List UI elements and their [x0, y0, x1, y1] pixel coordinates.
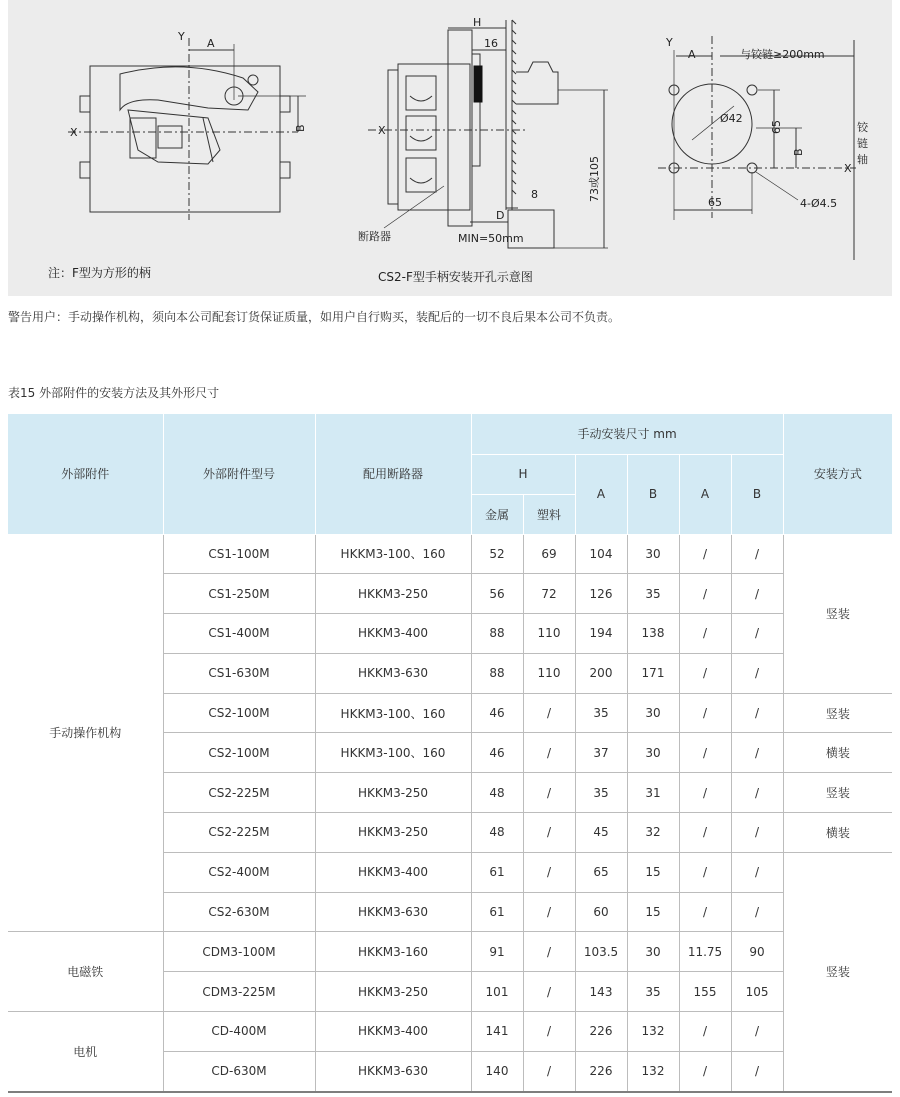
- right-label-65h: 65: [708, 196, 722, 209]
- cell-h-plastic: /: [523, 813, 575, 853]
- cell-b1: 32: [627, 813, 679, 853]
- right-label-axis: 铰链轴: [857, 121, 868, 166]
- right-label-a: A: [688, 48, 696, 61]
- cell-a2: /: [679, 892, 731, 932]
- cell-b2: 90: [731, 932, 783, 972]
- mid-label-min: MIN=50mm: [458, 232, 524, 245]
- right-label-y: Y: [666, 36, 673, 49]
- cell-a2: /: [679, 653, 731, 693]
- mid-label-8: 8: [531, 188, 538, 201]
- cell-a1: 37: [575, 733, 627, 773]
- cell-a1: 226: [575, 1051, 627, 1091]
- left-label-b: B: [294, 124, 307, 132]
- cell-h-plastic: 72: [523, 574, 575, 614]
- header-b1: B: [627, 454, 679, 534]
- cell-breaker: HKKM3-100、160: [315, 693, 471, 733]
- group-motor: 电机: [8, 1012, 163, 1092]
- middle-drawing: [368, 20, 608, 248]
- cell-a1: 126: [575, 574, 627, 614]
- left-label-y: Y: [178, 30, 185, 43]
- installation-diagram: [8, 0, 892, 296]
- right-drawing: [658, 36, 856, 260]
- header-b2: B: [731, 454, 783, 534]
- cell-h-plastic: 110: [523, 614, 575, 654]
- installation-figure: [8, 0, 892, 296]
- cell-model: CS1-630M: [163, 653, 315, 693]
- cell-h-metal: 48: [471, 813, 523, 853]
- cell-b2: /: [731, 574, 783, 614]
- cell-breaker: HKKM3-250: [315, 574, 471, 614]
- header-accessory: 外部附件: [8, 414, 163, 534]
- cell-mount: 竖装: [783, 852, 892, 1091]
- cell-h-metal: 52: [471, 534, 523, 574]
- cell-breaker: HKKM3-630: [315, 1051, 471, 1091]
- cell-h-plastic: /: [523, 773, 575, 813]
- right-label-b: B: [792, 148, 805, 156]
- mid-label-h: H: [473, 16, 482, 29]
- cell-a1: 103.5: [575, 932, 627, 972]
- cell-a2: /: [679, 693, 731, 733]
- cell-h-plastic: /: [523, 733, 575, 773]
- cell-mount: 竖装: [783, 693, 892, 733]
- cell-b2: /: [731, 733, 783, 773]
- cell-h-metal: 56: [471, 574, 523, 614]
- cell-breaker: HKKM3-100、160: [315, 534, 471, 574]
- table-caption: 表15 外部附件的安装方法及其外形尺寸: [8, 386, 220, 400]
- cell-model: CDM3-225M: [163, 972, 315, 1012]
- cell-a2: /: [679, 574, 731, 614]
- cell-breaker: HKKM3-400: [315, 614, 471, 654]
- cell-b1: 30: [627, 733, 679, 773]
- cell-b1: 30: [627, 693, 679, 733]
- cell-a1: 104: [575, 534, 627, 574]
- cell-h-plastic: 110: [523, 653, 575, 693]
- cell-mount: 竖装: [783, 534, 892, 693]
- cell-b1: 171: [627, 653, 679, 693]
- warning-text: 警告用户：手动操作机构，须向本公司配套订货保证质量，如用户自行购买，装配后的一切不良后果本公司不负责。: [8, 310, 621, 324]
- cell-b2: /: [731, 693, 783, 733]
- left-label-a: A: [207, 37, 215, 50]
- cell-b2: /: [731, 773, 783, 813]
- right-label-dia42: Ø42: [720, 112, 743, 125]
- cell-b2: /: [731, 892, 783, 932]
- header-a2: A: [679, 454, 731, 534]
- cell-a1: 65: [575, 852, 627, 892]
- mid-label-16: 16: [484, 37, 498, 50]
- header-dims: 手动安装尺寸 mm: [471, 414, 783, 454]
- cell-a1: 200: [575, 653, 627, 693]
- cell-model: CDM3-100M: [163, 932, 315, 972]
- cell-b1: 31: [627, 773, 679, 813]
- mid-label-73: 73或105: [588, 156, 601, 202]
- cell-a1: 35: [575, 693, 627, 733]
- cell-model: CS1-250M: [163, 574, 315, 614]
- cell-b2: /: [731, 614, 783, 654]
- cell-model: CD-630M: [163, 1051, 315, 1091]
- cell-breaker: HKKM3-100、160: [315, 733, 471, 773]
- header-model: 外部附件型号: [163, 414, 315, 534]
- right-label-hinge: 与铰链≥200mm: [740, 48, 825, 61]
- cell-b2: /: [731, 813, 783, 853]
- cell-b1: 35: [627, 574, 679, 614]
- cell-h-metal: 88: [471, 614, 523, 654]
- header-mount: 安装方式: [783, 414, 892, 534]
- cell-b1: 30: [627, 534, 679, 574]
- cell-breaker: HKKM3-250: [315, 813, 471, 853]
- cell-h-plastic: /: [523, 1012, 575, 1052]
- cell-a1: 35: [575, 773, 627, 813]
- cell-mount: 竖装: [783, 773, 892, 813]
- mid-label-breaker: 断路器: [358, 230, 391, 243]
- cell-b1: 15: [627, 852, 679, 892]
- cell-h-metal: 101: [471, 972, 523, 1012]
- cell-b1: 35: [627, 972, 679, 1012]
- cell-h-metal: 141: [471, 1012, 523, 1052]
- cell-h-metal: 46: [471, 693, 523, 733]
- cell-h-plastic: /: [523, 932, 575, 972]
- cell-a2: /: [679, 614, 731, 654]
- table-row: [8, 534, 892, 574]
- cell-model: CS2-630M: [163, 892, 315, 932]
- cell-a1: 60: [575, 892, 627, 932]
- cell-breaker: HKKM3-250: [315, 972, 471, 1012]
- group-magnet: 电磁铁: [8, 932, 163, 1012]
- cell-a2: /: [679, 813, 731, 853]
- header-plastic: 塑料: [523, 494, 575, 534]
- right-label-holes: 4-Ø4.5: [800, 197, 838, 210]
- right-label-x: X: [844, 162, 852, 175]
- cell-model: CS1-100M: [163, 534, 315, 574]
- figure-caption: CS2-F型手柄安装开孔示意图: [378, 270, 533, 284]
- header-a1: A: [575, 454, 627, 534]
- cell-a2: 155: [679, 972, 731, 1012]
- header-h: H: [471, 454, 575, 494]
- cell-model: CD-400M: [163, 1012, 315, 1052]
- cell-a1: 45: [575, 813, 627, 853]
- cell-model: CS2-225M: [163, 813, 315, 853]
- cell-breaker: HKKM3-250: [315, 773, 471, 813]
- cell-a2: /: [679, 773, 731, 813]
- cell-h-metal: 48: [471, 773, 523, 813]
- cell-b1: 138: [627, 614, 679, 654]
- right-label-65v: 65: [770, 120, 783, 134]
- cell-breaker: HKKM3-400: [315, 852, 471, 892]
- cell-model: CS2-225M: [163, 773, 315, 813]
- cell-breaker: HKKM3-630: [315, 653, 471, 693]
- cell-b2: /: [731, 653, 783, 693]
- cell-a1: 226: [575, 1012, 627, 1052]
- cell-breaker: HKKM3-630: [315, 892, 471, 932]
- cell-mount: 横装: [783, 813, 892, 853]
- cell-b1: 15: [627, 892, 679, 932]
- cell-model: CS2-100M: [163, 693, 315, 733]
- cell-mount: 横装: [783, 733, 892, 773]
- cell-a1: 194: [575, 614, 627, 654]
- table-row: [8, 932, 892, 972]
- header-metal: 金属: [471, 494, 523, 534]
- cell-a2: /: [679, 733, 731, 773]
- figure-note: 注：F型为方形的柄: [48, 266, 151, 280]
- cell-h-metal: 46: [471, 733, 523, 773]
- cell-b2: /: [731, 1012, 783, 1052]
- cell-h-plastic: /: [523, 1051, 575, 1091]
- cell-h-metal: 91: [471, 932, 523, 972]
- left-drawing: [68, 38, 306, 220]
- cell-model: CS1-400M: [163, 614, 315, 654]
- header-breaker: 配用断路器: [315, 414, 471, 534]
- cell-a2: /: [679, 534, 731, 574]
- cell-h-metal: 61: [471, 892, 523, 932]
- cell-breaker: HKKM3-400: [315, 1012, 471, 1052]
- cell-b1: 30: [627, 932, 679, 972]
- cell-a2: /: [679, 1051, 731, 1091]
- table-row: [8, 1012, 892, 1052]
- cell-h-plastic: /: [523, 693, 575, 733]
- cell-a1: 143: [575, 972, 627, 1012]
- cell-h-plastic: /: [523, 892, 575, 932]
- cell-breaker: HKKM3-160: [315, 932, 471, 972]
- cell-h-metal: 88: [471, 653, 523, 693]
- group-manual: 手动操作机构: [8, 534, 163, 932]
- accessories-table: [8, 414, 892, 1093]
- cell-a2: /: [679, 1012, 731, 1052]
- cell-h-metal: 61: [471, 852, 523, 892]
- cell-model: CS2-100M: [163, 733, 315, 773]
- cell-b2: /: [731, 534, 783, 574]
- left-label-x: X: [70, 126, 78, 139]
- cell-b1: 132: [627, 1012, 679, 1052]
- cell-b2: /: [731, 852, 783, 892]
- cell-b1: 132: [627, 1051, 679, 1091]
- cell-b2: /: [731, 1051, 783, 1091]
- cell-a2: /: [679, 852, 731, 892]
- cell-b2: 105: [731, 972, 783, 1012]
- cell-model: CS2-400M: [163, 852, 315, 892]
- cell-h-metal: 140: [471, 1051, 523, 1091]
- mid-label-x: X: [378, 124, 386, 137]
- cell-h-plastic: 69: [523, 534, 575, 574]
- cell-h-plastic: /: [523, 852, 575, 892]
- cell-a2: 11.75: [679, 932, 731, 972]
- cell-h-plastic: /: [523, 972, 575, 1012]
- mid-label-d: D: [496, 209, 505, 222]
